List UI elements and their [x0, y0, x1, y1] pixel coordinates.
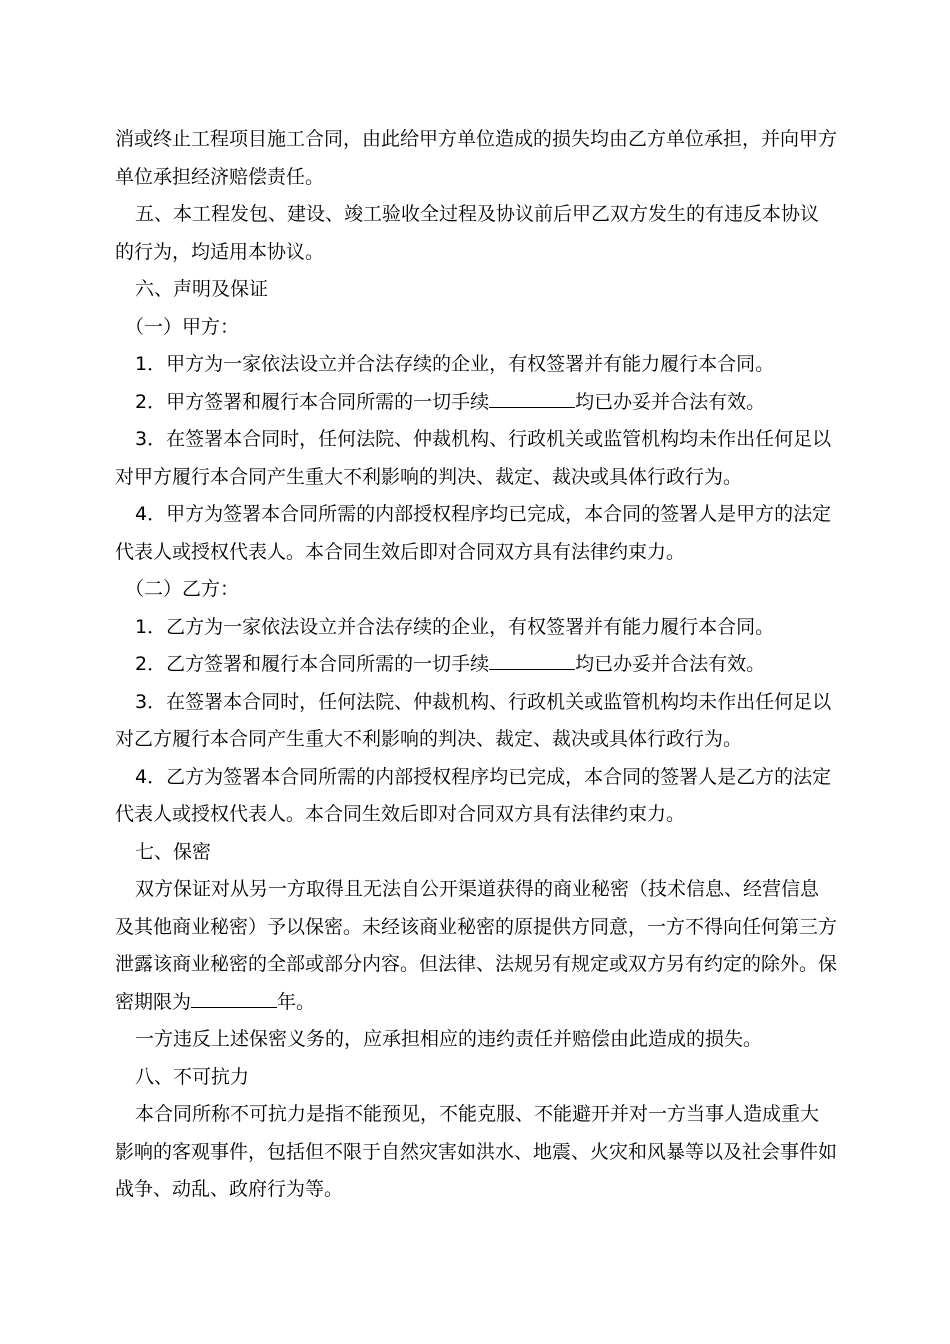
party-a-item-3: 3．在签署本合同时，任何法院、仲裁机构、行政机关或监管机构均未作出任何足以对甲方履行本合同产生重大不利影响的判决、裁定、裁决或具体行政行为。 — [115, 428, 832, 488]
blank-line — [489, 387, 575, 408]
force-majeure-clause: 本合同所称不可抗力是指不能预见，不能克服、不能避开并对一方当事人造成重大影响的客观事件，包括但不限于自然灾害如洪水、地震、火灾和风暴等以及社会事件如战争、动乱、政府行为等。 — [115, 1103, 838, 1200]
party-b-item-2-text: 2．乙方签署和履行本合同所需的一切手续 — [135, 653, 490, 675]
party-b-item-2 — [115, 646, 837, 684]
clause-five: 五、本工程发包、建设、竣工验收全过程及协议前后甲乙双方发生的有违反本协议的行为，均适用本协议。 — [115, 203, 820, 263]
party-a-item-2-tail: 均已办妥并合法有效。 — [575, 390, 766, 413]
breach-clause: 一方违反上述保密义务的，应承担相应的违约责任并赔偿由此造成的损失。 — [135, 1028, 763, 1050]
section-heading-force-majeure: 八、不可抗力 — [135, 1065, 250, 1088]
party-a-item-2 — [115, 384, 837, 422]
section-heading-confidentiality: 七、保密 — [135, 840, 212, 863]
party-a-item-4: 4．甲方为签署本合同所需的内部授权程序均已完成，本合同的签署人是甲方的法定代表人或授权代表人。本合同生效后即对合同双方具有法律约束力。 — [115, 503, 832, 563]
party-a-item-1: 1．甲方为一家依法设立并合法存续的企业，有权签署并有能力履行本合同。 — [135, 353, 775, 375]
party-b-item-4: 4．乙方为签署本合同所需的内部授权程序均已完成，本合同的签署人是乙方的法定代表人或授权代表人。本合同生效后即对合同双方具有法律约束力。 — [115, 765, 832, 825]
subheading-party-b: （二）乙方： — [125, 578, 240, 600]
contract-body — [115, 121, 837, 1209]
paragraph-continuation: 消或终止工程项目施工合同，由此给甲方单位造成的损失均由乙方单位承担，并向甲方单位承担经济赔偿责任。 — [115, 128, 838, 188]
confidentiality-clause — [115, 871, 837, 1021]
blank-line — [191, 987, 277, 1008]
subheading-party-a: （一）甲方： — [125, 315, 240, 338]
section-heading-declarations: 六、声明及保证 — [135, 278, 269, 300]
party-b-item-1: 1．乙方为一家依法设立并合法存续的企业，有权签署并有能力履行本合同。 — [135, 615, 775, 638]
confidentiality-tail: 年。 — [277, 990, 316, 1013]
party-b-item-2-tail: 均已办妥并合法有效。 — [575, 653, 766, 675]
party-b-item-3: 3．在签署本合同时，任何法院、仲裁机构、行政机关或监管机构均未作出任何足以对乙方履行本合同产生重大不利影响的判决、裁定、裁决或具体行政行为。 — [115, 690, 832, 750]
party-a-item-2-text: 2．甲方签署和履行本合同所需的一切手续 — [135, 390, 490, 413]
blank-line — [489, 649, 575, 670]
confidentiality-text: 双方保证对从另一方取得且无法自公开渠道获得的商业秘密（技术信息、经营信息及其他商业秘密）予以保密。未经该商业秘密的原提供方同意，一方不得向任何第三方泄露该商业秘密的全部或部分内容。但法律、法规另有规定或双方另有约定的除外。保密期限为 — [115, 878, 838, 1013]
